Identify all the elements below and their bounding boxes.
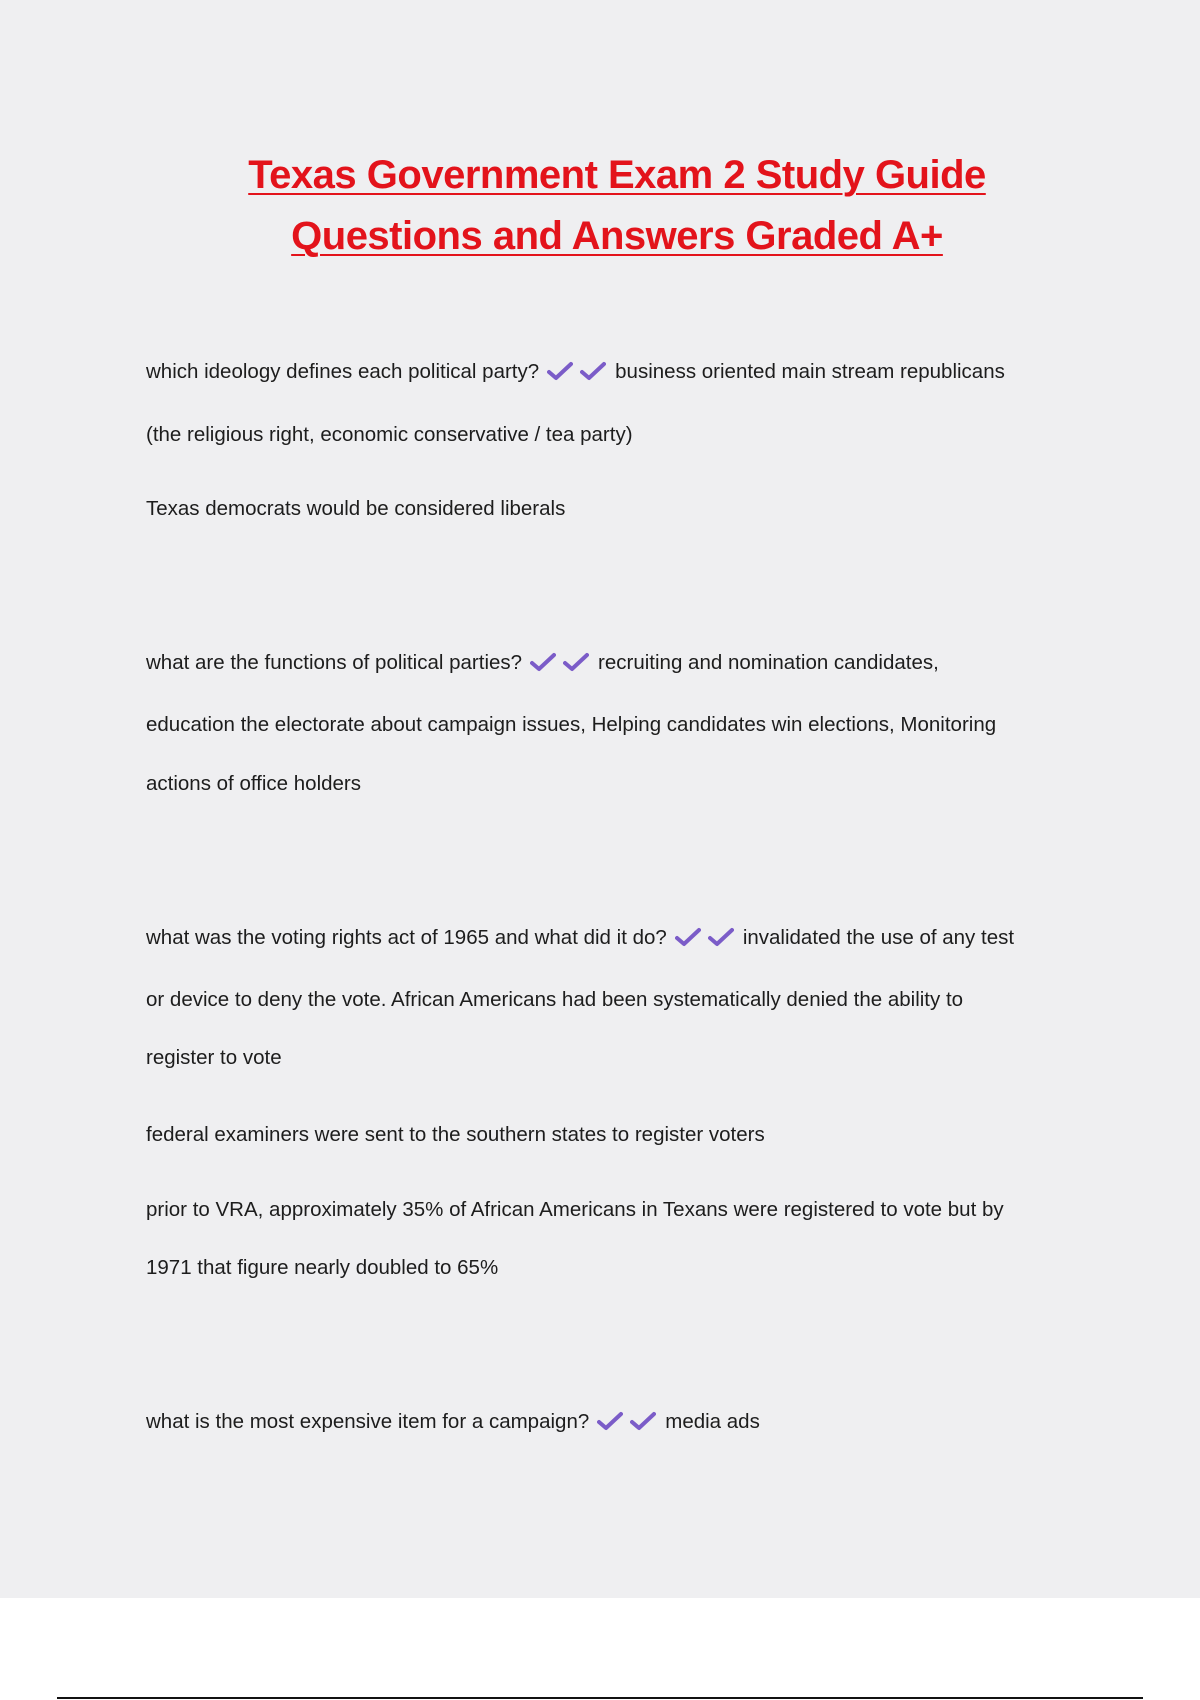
qa-3-answer-line-4: federal examiners were sent to the southern states to register voters [146, 1123, 765, 1146]
answer-checkmarks [547, 360, 613, 389]
footer-divider [57, 1697, 1143, 1699]
qa-1-question: which ideology defines each political party? [146, 360, 540, 383]
qa-1-answer-line-1: business oriented main stream republicans [615, 360, 1005, 383]
checkmark-icon [675, 926, 701, 948]
answer-checkmarks [597, 1410, 663, 1439]
qa-4-answer-line-1: media ads [665, 1410, 760, 1433]
qa-3-answer-line-1: invalidated the use of any test [742, 926, 1015, 949]
page-title [0, 145, 1200, 267]
checkmark-icon [597, 1410, 623, 1432]
checkmark-icon [580, 360, 606, 382]
qa-3-answer-line-6: 1971 that figure nearly doubled to 65% [146, 1256, 499, 1279]
qa-1-answer-line-2: (the religious right, economic conservative / tea party) [146, 423, 633, 446]
qa-3-answer-line-3: register to vote [146, 1046, 282, 1069]
qa-4-question-line [146, 1409, 760, 1439]
checkmark-icon [708, 926, 734, 948]
answer-checkmarks [530, 651, 596, 680]
qa-3-question: what was the voting rights act of 1965 and what did it do? [146, 926, 667, 949]
qa-2-answer-line-1: recruiting and nomination candidates, [598, 651, 939, 674]
checkmark-icon [530, 651, 556, 673]
checkmark-icon [563, 651, 589, 673]
title-line-1: Texas Government Exam 2 Study Guide [248, 153, 986, 197]
answer-checkmarks [675, 926, 741, 955]
qa-3-answer-line-2: or device to deny the vote. African Americans had been systematically denied the ability to [146, 988, 964, 1011]
qa-2-question: what are the functions of political parties? [146, 651, 523, 674]
qa-2-answer-line-2: education the electorate about campaign issues, Helping candidates win elections, Monitoring [146, 713, 997, 736]
qa-3-answer-line-5: prior to VRA, approximately 35% of African Americans in Texans were registered to vote but by [146, 1198, 1004, 1221]
qa-1-answer-line-3: Texas democrats would be considered liberals [146, 497, 566, 520]
qa-3-question-line [146, 925, 1014, 955]
checkmark-icon [630, 1410, 656, 1432]
checkmark-icon [547, 360, 573, 382]
qa-2-question-line [146, 650, 939, 680]
title-line-2: Questions and Answers Graded A+ [291, 214, 943, 258]
qa-4-question: what is the most expensive item for a campaign? [146, 1410, 590, 1433]
qa-1-question-line [146, 359, 1005, 389]
qa-2-answer-line-3: actions of office holders [146, 772, 361, 795]
